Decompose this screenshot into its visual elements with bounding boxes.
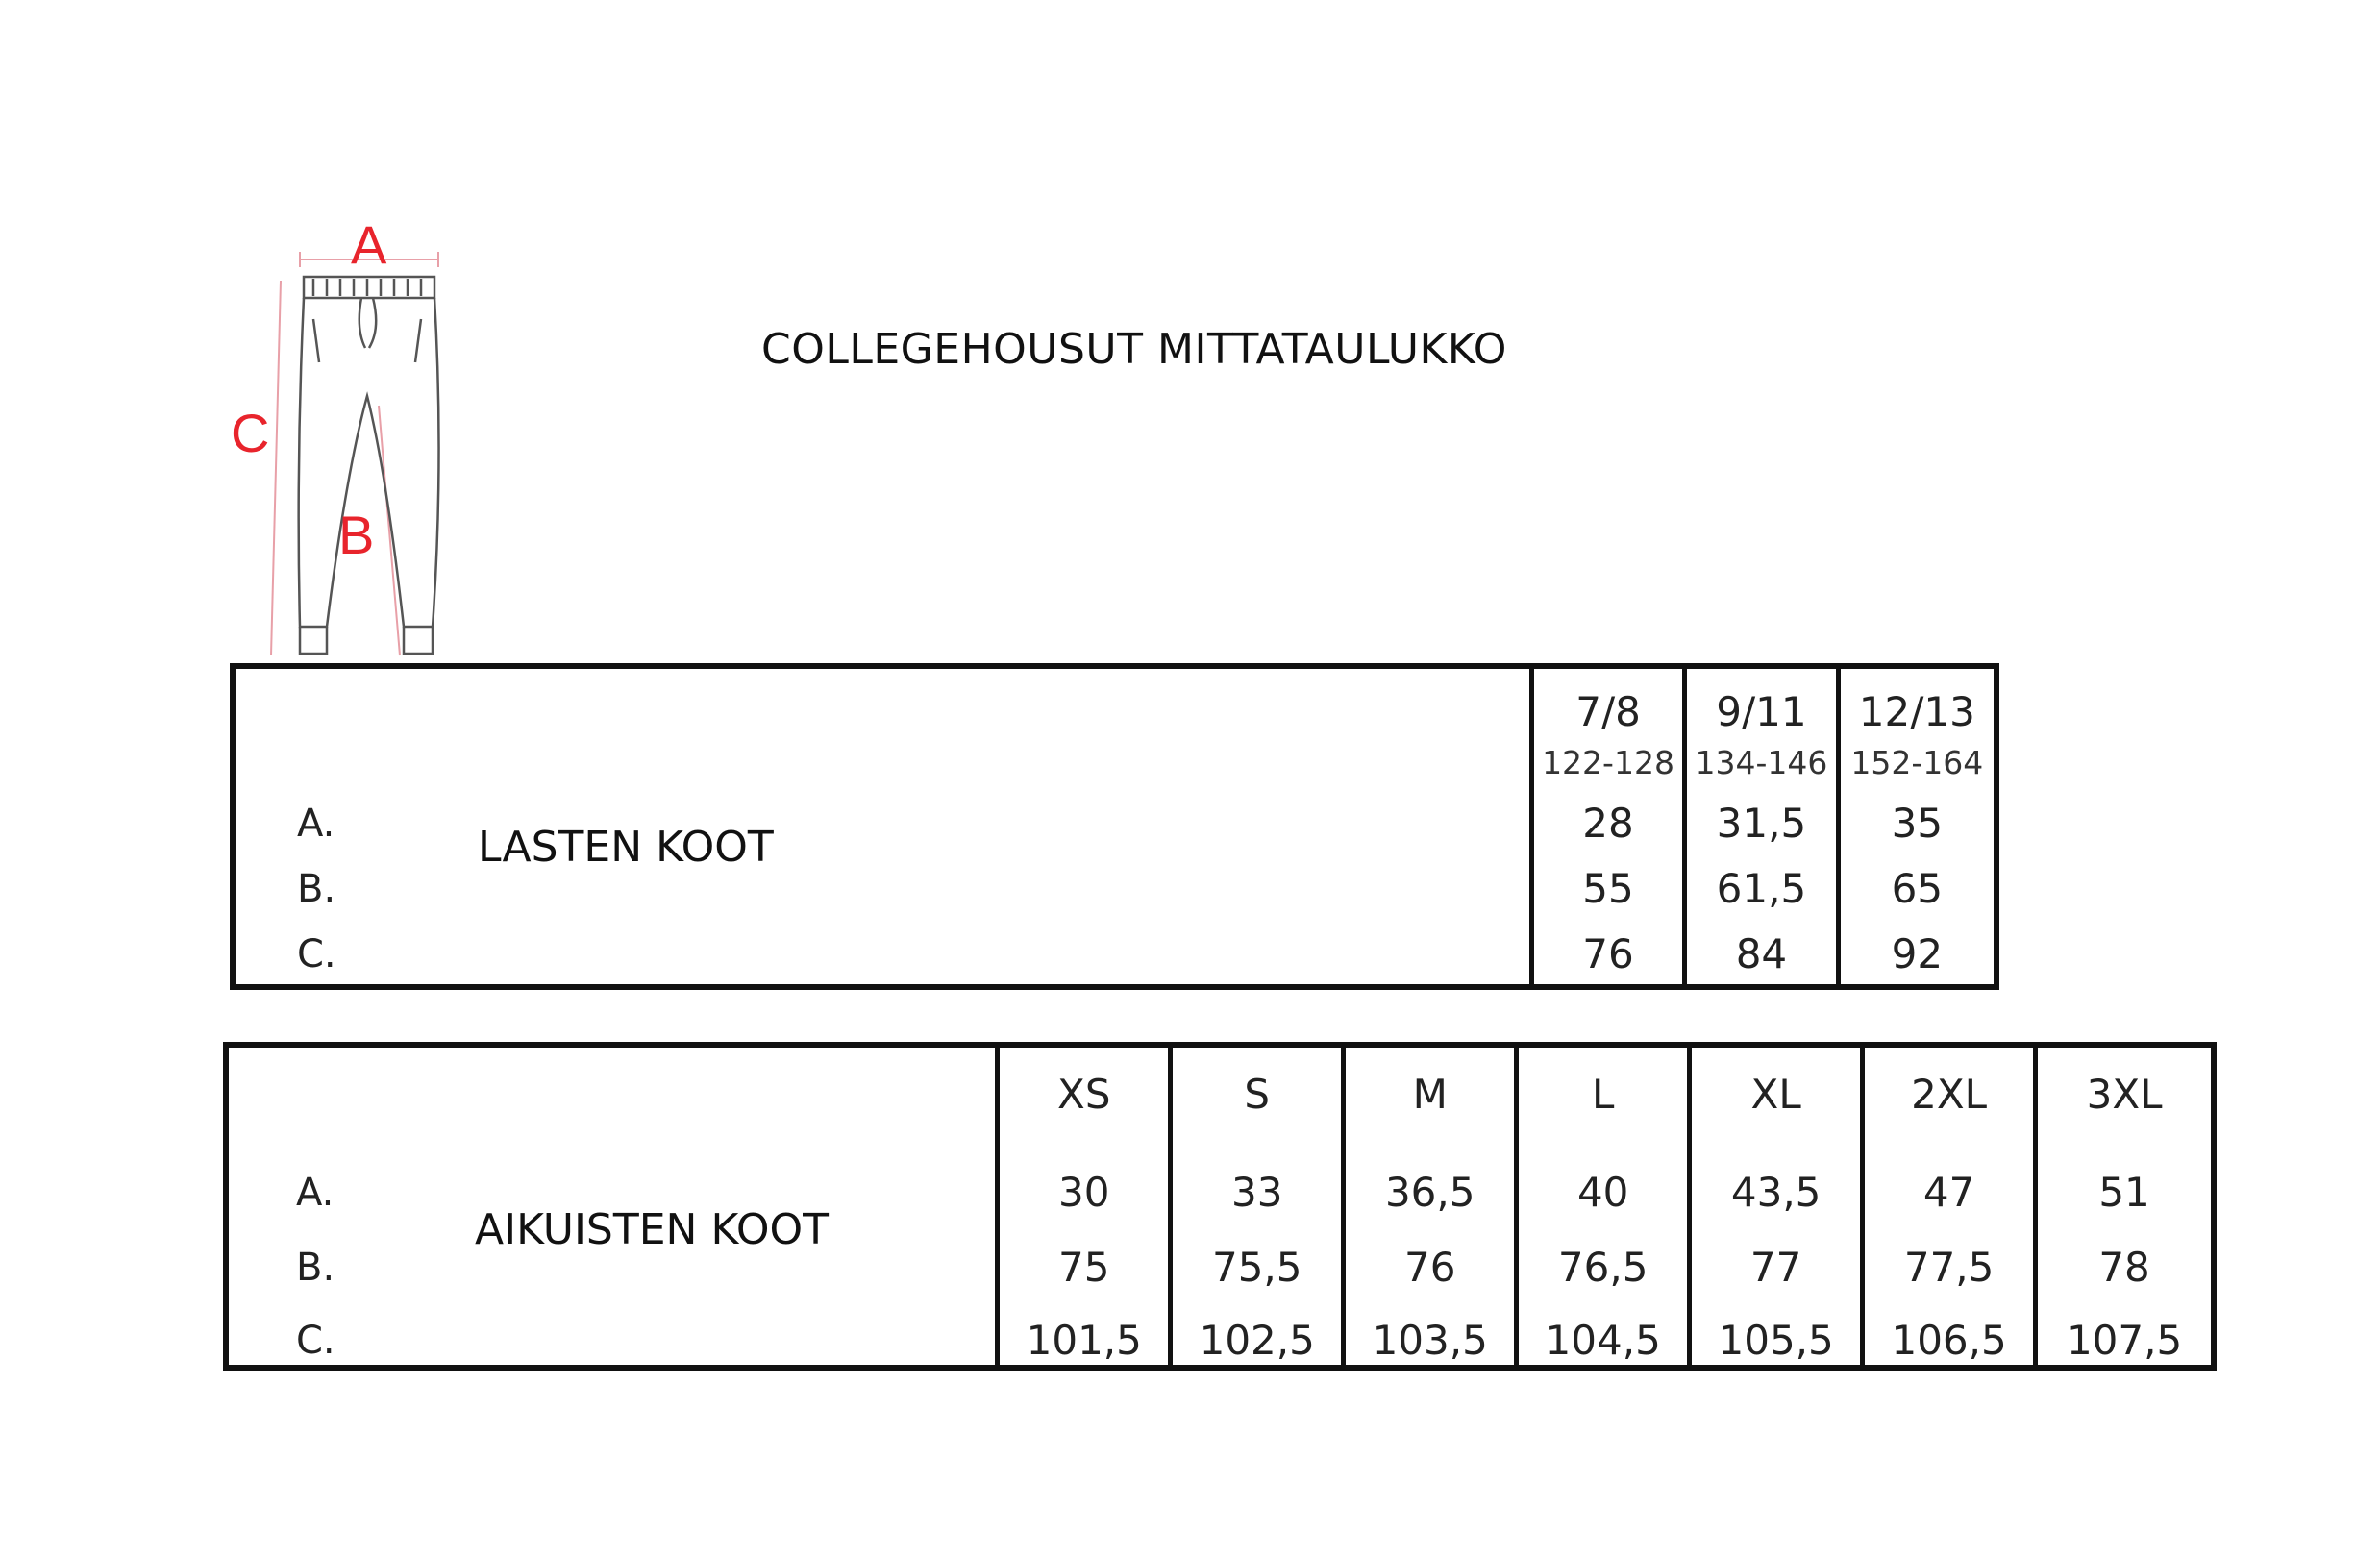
measure-b: 76 [1403,1244,1456,1291]
adult-size-column [1865,1048,2038,1365]
measure-c: 84 [1735,930,1788,977]
measure-c: 102,5 [1199,1317,1315,1364]
height-range: 152-164 [1850,744,1984,781]
height-range: 122-128 [1542,744,1674,781]
kids-section-title: LASTEN KOOT [478,823,774,872]
size-header: 3XL [2086,1071,2163,1118]
label-a: A [351,214,387,275]
row-label-b: B. [297,867,336,911]
kids-size-column [1841,669,1994,984]
measure-a: 43,5 [1730,1169,1822,1216]
measure-a: 30 [1058,1169,1110,1216]
row-label-a: A. [296,1171,335,1215]
measure-a: 51 [2098,1169,2150,1216]
row-label-c: C. [296,1319,335,1363]
measure-a: 33 [1231,1169,1283,1216]
height-range: 134-146 [1695,744,1828,781]
label-b: B [338,505,375,565]
measure-b: 78 [2098,1244,2150,1291]
measure-c: 104,5 [1545,1317,1661,1364]
row-label-c: C. [297,932,336,976]
measure-a: 31,5 [1716,800,1807,847]
label-c: C [231,403,270,463]
measure-a: 36,5 [1384,1169,1475,1216]
measure-b: 77 [1749,1244,1802,1291]
size-header: XL [1750,1071,1801,1118]
measure-a: 28 [1582,800,1634,847]
size-header: S [1244,1071,1271,1118]
measure-b: 77,5 [1903,1244,1995,1291]
adult-size-column [2038,1048,2211,1365]
measure-b: 55 [1582,865,1634,912]
row-label-a: A. [297,802,335,846]
adult-size-column [1692,1048,1865,1365]
adult-size-column [1519,1048,1692,1365]
adult-size-table [223,1042,2217,1371]
adult-size-column [1346,1048,1519,1365]
kids-info-cell [236,669,1534,984]
size-header: L [1591,1071,1615,1118]
measure-c: 92 [1891,930,1944,977]
size-header: 7/8 [1575,688,1641,735]
measure-a: 40 [1576,1169,1629,1216]
measure-b: 75 [1058,1244,1110,1291]
page-title: COLLEGEHOUSUT MITTATAULUKKO [761,325,1507,374]
kids-size-column [1534,669,1687,984]
size-header: 12/13 [1858,688,1975,735]
measure-c: 105,5 [1718,1317,1834,1364]
measure-c: 76 [1582,930,1634,977]
measure-c: 103,5 [1372,1317,1488,1364]
row-label-b: B. [296,1246,335,1290]
size-header: 9/11 [1716,688,1807,735]
measure-c: 107,5 [2066,1317,2183,1364]
adult-size-column [1000,1048,1173,1365]
adult-info-cell [229,1048,1000,1365]
measure-b: 61,5 [1716,865,1807,912]
measure-b: 75,5 [1211,1244,1302,1291]
size-header: 2XL [1911,1071,1988,1118]
measure-c: 106,5 [1891,1317,2007,1364]
size-header: M [1412,1071,1448,1118]
measure-a: 47 [1922,1169,1975,1216]
kids-size-column [1687,669,1840,984]
adult-section-title: AIKUISTEN KOOT [475,1205,830,1254]
measure-b: 76,5 [1557,1244,1649,1291]
size-header: XS [1057,1071,1111,1118]
measure-a: 35 [1891,800,1944,847]
kids-size-table [230,663,1999,990]
adult-size-column [1173,1048,1346,1365]
measure-b: 65 [1891,865,1944,912]
measure-c: 101,5 [1026,1317,1142,1364]
